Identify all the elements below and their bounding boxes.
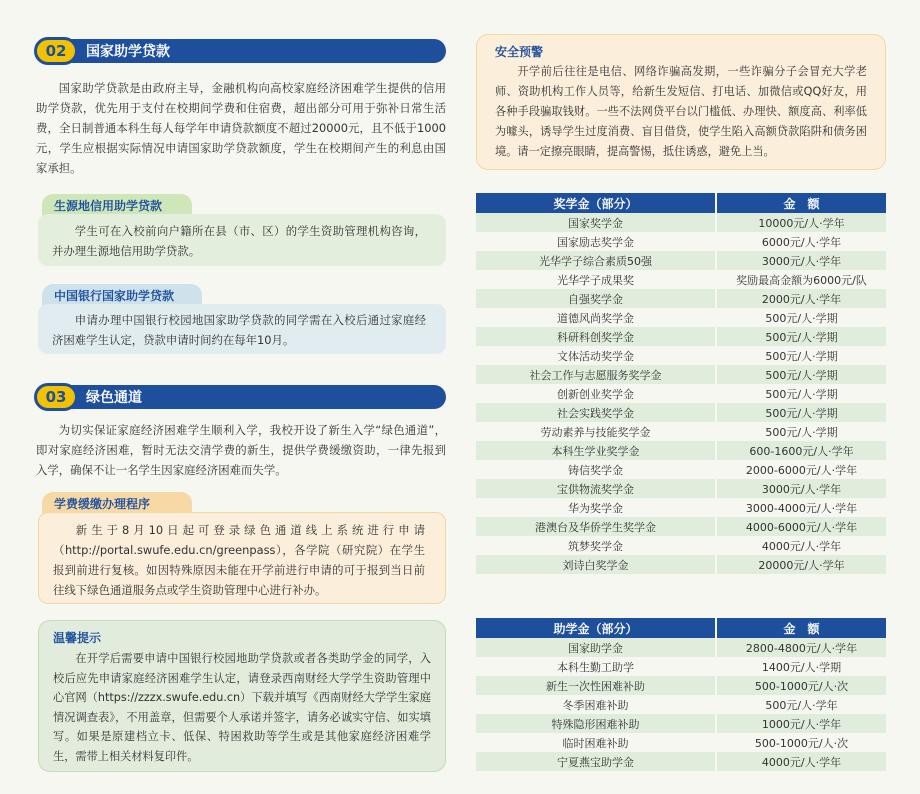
amount-cell: 4000-6000元/人·学年 bbox=[716, 517, 886, 536]
deferral-box: 新生于8月10日起可登录绿色通道线上系统进行申请（http://portal.swufe.edu.cn/greenpass），各学院（研究院）在学生报到前进行复核。如因特殊原因未能在开学前进行申请的可于报到当日前往线下绿色通道服务点或学生资助管理中心进行补办。 bbox=[38, 512, 446, 604]
item-name-cell: 本科生学业奖学金 bbox=[476, 441, 716, 460]
amount-cell: 3000元/人·学年 bbox=[716, 479, 886, 498]
table-row bbox=[476, 308, 886, 327]
grant-header-amount: 金 额 bbox=[716, 618, 886, 638]
safety-warning-box bbox=[476, 34, 886, 170]
item-name-cell: 劳动素养与技能奖学金 bbox=[476, 422, 716, 441]
item-name-cell: 国家奖学金 bbox=[476, 213, 716, 232]
warning-title: 安全预警 bbox=[495, 45, 544, 59]
table-row bbox=[476, 289, 886, 308]
amount-cell: 500元/人·学期 bbox=[716, 384, 886, 403]
origin-loan-box: 学生可在入校前向户籍所在县（市、区）的学生资助管理机构咨询，并办理生源地信用助学贷款。 bbox=[38, 214, 446, 266]
tips-box bbox=[38, 620, 446, 772]
amount-cell: 2000元/人·学年 bbox=[716, 289, 886, 308]
tips-title: 温馨提示 bbox=[53, 631, 102, 645]
item-name-cell: 刘诗白奖学金 bbox=[476, 555, 716, 574]
table-row bbox=[476, 232, 886, 251]
amount-cell: 2800-4800元/人·学年 bbox=[716, 638, 886, 657]
section-title: 绿色通道 bbox=[86, 390, 142, 406]
amount-cell: 奖励最高金额为6000元/队 bbox=[716, 270, 886, 289]
item-name-cell: 本科生勤工助学 bbox=[476, 657, 716, 676]
amount-cell: 3000-4000元/人·学年 bbox=[716, 498, 886, 517]
item-name-cell: 国家助学金 bbox=[476, 638, 716, 657]
amount-cell: 3000元/人·学年 bbox=[716, 251, 886, 270]
grant-table bbox=[476, 618, 886, 771]
amount-cell: 500元/人·学期 bbox=[716, 365, 886, 384]
origin-loan-title: 生源地信用助学贷款 bbox=[42, 194, 192, 216]
boc-loan-title: 中国银行国家助学贷款 bbox=[42, 284, 202, 306]
tips-body: 在开学后需要申请中国银行校园地助学贷款或者各类助学金的同学，入校后应先申请家庭经济困难学生认定，请登录西南财经大学学生资助管理中心官网（https://zzzx.swufe.edu.cn）下载并填写《西南财经大学学生家庭情况调查表》，不用盖章，但需要个人承诺并签字，请务必诚实守信、如实填写。如果是原建档立卡、低保、特困救助等学生或是其他家庭经济困难学生，需带上相关材料复印件。 bbox=[53, 652, 431, 763]
amount-cell: 500元/人·学期 bbox=[716, 346, 886, 365]
item-name-cell: 创新创业奖学金 bbox=[476, 384, 716, 403]
amount-cell: 500-1000元/人·次 bbox=[716, 733, 886, 752]
table-row bbox=[476, 479, 886, 498]
section-03-header bbox=[36, 385, 446, 409]
section-number-badge: 02 bbox=[34, 37, 78, 65]
national-loan-paragraph: 国家助学贷款是由政府主导，金融机构向高校家庭经济困难学生提供的信用助学贷款，优先用于支付在校期间学费和住宿费，超出部分可用于弥补日常生活费，全日制普通本科生每人每学年申请贷款额度不超过20000元，且不低于1000元，学生应根据实际情况申请国家助学贷款额度，学生在校期间产生的利息由国家承担。 bbox=[36, 81, 446, 175]
amount-cell: 6000元/人·学年 bbox=[716, 232, 886, 251]
table-row bbox=[476, 422, 886, 441]
item-name-cell: 社会实践奖学金 bbox=[476, 403, 716, 422]
item-name-cell: 宝供物流奖学金 bbox=[476, 479, 716, 498]
table-row bbox=[476, 327, 886, 346]
amount-cell: 2000-6000元/人·学年 bbox=[716, 460, 886, 479]
scholarship-header-amount: 金 额 bbox=[716, 193, 886, 213]
table-row bbox=[476, 251, 886, 270]
table-row bbox=[476, 714, 886, 733]
table-row bbox=[476, 270, 886, 289]
table-row bbox=[476, 460, 886, 479]
amount-cell: 500元/人·学年 bbox=[716, 695, 886, 714]
table-row bbox=[476, 517, 886, 536]
amount-cell: 1000元/人·学年 bbox=[716, 714, 886, 733]
item-name-cell: 国家励志奖学金 bbox=[476, 232, 716, 251]
amount-cell: 4000元/人·学年 bbox=[716, 536, 886, 555]
amount-cell: 500元/人·学期 bbox=[716, 403, 886, 422]
section-title: 国家助学贷款 bbox=[86, 44, 170, 60]
table-row bbox=[476, 441, 886, 460]
table-row bbox=[476, 638, 886, 657]
table-row bbox=[476, 213, 886, 232]
warning-body: 开学前后往往是电信、网络诈骗高发期，一些诈骗分子会冒充大学老师、资助机构工作人员等，给新生发短信、打电话、加微信或QQ好友，用各种手段骗取钱财。一些不法网贷平台以门槛低、办理快、额度高、利率低为噱头，诱导学生过度消费、盲目借贷，使学生陷入高额贷款陷阱和债务困境。请一定擦亮眼睛，提高警惕，抵住诱惑，避免上当。 bbox=[495, 65, 867, 158]
section-02-header bbox=[36, 39, 446, 63]
item-name-cell: 特殊隐形困难补助 bbox=[476, 714, 716, 733]
table-row bbox=[476, 365, 886, 384]
table-row bbox=[476, 695, 886, 714]
table-row bbox=[476, 384, 886, 403]
green-channel-paragraph: 为切实保证家庭经济困难学生顺利入学，我校开设了新生入学“绿色通道”，即对家庭经济困难，暂时无法交清学费的新生，提供学费缓缴资助，一律先报到入学，确保不让一名学生因家庭经济困难而失学。 bbox=[36, 423, 446, 477]
table-row bbox=[476, 676, 886, 695]
item-name-cell: 华为奖学金 bbox=[476, 498, 716, 517]
table-row bbox=[476, 555, 886, 574]
amount-cell: 500-1000元/人·次 bbox=[716, 676, 886, 695]
item-name-cell: 道德风尚奖学金 bbox=[476, 308, 716, 327]
amount-cell: 4000元/人·学年 bbox=[716, 752, 886, 771]
scholarship-table bbox=[476, 193, 886, 574]
amount-cell: 600-1600元/人·学年 bbox=[716, 441, 886, 460]
item-name-cell: 冬季困难补助 bbox=[476, 695, 716, 714]
amount-cell: 500元/人·学期 bbox=[716, 422, 886, 441]
table-row bbox=[476, 752, 886, 771]
table-row bbox=[476, 536, 886, 555]
amount-cell: 500元/人·学期 bbox=[716, 308, 886, 327]
amount-cell: 500元/人·学期 bbox=[716, 327, 886, 346]
grant-header-name: 助学金（部分） bbox=[476, 618, 716, 638]
table-row bbox=[476, 733, 886, 752]
table-row bbox=[476, 657, 886, 676]
item-name-cell: 新生一次性困难补助 bbox=[476, 676, 716, 695]
item-name-cell: 科研科创奖学金 bbox=[476, 327, 716, 346]
item-name-cell: 筑梦奖学金 bbox=[476, 536, 716, 555]
table-row bbox=[476, 403, 886, 422]
scholarship-header-name: 奖学金（部分） bbox=[476, 193, 716, 213]
item-name-cell: 文体活动奖学金 bbox=[476, 346, 716, 365]
deferral-title: 学费缓缴办理程序 bbox=[42, 492, 192, 514]
amount-cell: 20000元/人·学年 bbox=[716, 555, 886, 574]
item-name-cell: 光华学子综合素质50强 bbox=[476, 251, 716, 270]
item-name-cell: 宁夏燕宝助学金 bbox=[476, 752, 716, 771]
section-number-badge: 03 bbox=[34, 383, 78, 411]
item-name-cell: 临时困难补助 bbox=[476, 733, 716, 752]
item-name-cell: 光华学子成果奖 bbox=[476, 270, 716, 289]
item-name-cell: 自强奖学金 bbox=[476, 289, 716, 308]
amount-cell: 1400元/人·学期 bbox=[716, 657, 886, 676]
item-name-cell: 社会工作与志愿服务奖学金 bbox=[476, 365, 716, 384]
item-name-cell: 港澳台及华侨学生奖学金 bbox=[476, 517, 716, 536]
table-row bbox=[476, 498, 886, 517]
table-row bbox=[476, 346, 886, 365]
item-name-cell: 铸信奖学金 bbox=[476, 460, 716, 479]
amount-cell: 10000元/人·学年 bbox=[716, 213, 886, 232]
boc-loan-box: 申请办理中国银行校园地国家助学贷款的同学需在入校后通过家庭经济困难学生认定，贷款申请时间约在每年10月。 bbox=[38, 304, 446, 354]
